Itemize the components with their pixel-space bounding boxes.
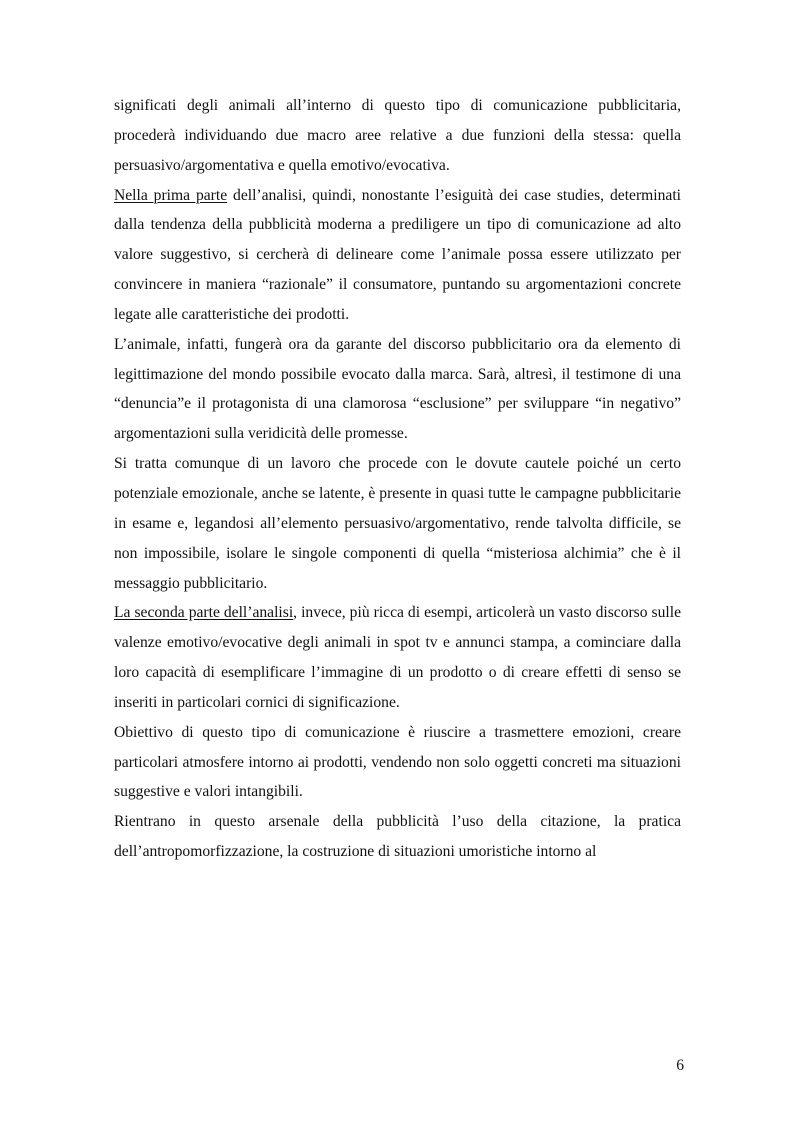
paragraph-1-text: significati degli animali all’interno di questo tipo di comunicazione pubblicitaria, procederà individuando due macro aree relative a due funzioni della stessa: quella persuasivo/argomentativa e quella emotivo/evocativa. bbox=[114, 97, 681, 174]
paragraph-1 bbox=[114, 91, 681, 181]
paragraph-4 bbox=[114, 449, 681, 598]
paragraph-2-underlined-lead: Nella prima parte bbox=[114, 186, 228, 204]
paragraph-4-text: Si tratta comunque di un lavoro che procede con le dovute cautele poiché un certo potenziale emozionale, anche se latente, è presente in quasi tutte le campagne pubblicitarie in esame e, legandosi all’elemento persuasivo/argomentativo, rende talvolta difficile, se non impossibile, isolare le singole componenti di quella “misteriosa alchimia” che è il messaggio pubblicitario. bbox=[114, 455, 681, 592]
paragraph-6 bbox=[114, 718, 681, 808]
paragraph-7 bbox=[114, 807, 681, 867]
paragraph-3 bbox=[114, 330, 681, 449]
page-number: 6 bbox=[676, 1057, 684, 1074]
paragraph-2 bbox=[114, 181, 681, 330]
paragraph-5-text: , invece, più ricca di esempi, articolerà un vasto discorso sulle valenze emotivo/evocative degli animali in spot tv e annunci stampa, a cominciare dalla loro capacità di esemplificare l’immagine di un prodotto o di creare effetti di senso se inseriti in particolari cornici di significazione. bbox=[114, 604, 682, 711]
paragraph-6-text: Obiettivo di questo tipo di comunicazione è riuscire a trasmettere emozioni, creare particolari atmosfere intorno ai prodotti, vendendo non solo oggetti concreti ma situazioni suggestive e valori intangibili. bbox=[114, 723, 681, 801]
paragraph-7-text: Rientrano in questo arsenale della pubblicità l’uso della citazione, la pratica dell’antropomorfizzazione, la costruzione di situazioni umoristiche intorno al bbox=[114, 813, 681, 861]
page-body bbox=[114, 91, 681, 867]
paragraph-2-text: dell’analisi, quindi, nonostante l’esiguità dei case studies, determinati dalla tendenza della pubblicità moderna a prediligere un tipo di comunicazione ad alto valore suggestivo, si cercherà di delineare come l’animale possa essere utilizzato per convincere in maniera “razionale” il consumatore, puntando su argomentazioni concrete legate alle caratteristiche dei prodotti. bbox=[114, 186, 681, 323]
paragraph-5-underlined-lead: La seconda parte dell’analisi bbox=[114, 604, 294, 622]
paragraph-3-text: L’animale, infatti, fungerà ora da garante del discorso pubblicitario ora da elemento di legittimazione del mondo possibile evocato dalla marca. Sarà, altresì, il testimone di una “denuncia”e il protagonista di una clamorosa “esclusione” per sviluppare “in negativo” argomentazioni sulla veridicità delle promesse. bbox=[114, 335, 681, 443]
paragraph-5 bbox=[114, 598, 681, 717]
